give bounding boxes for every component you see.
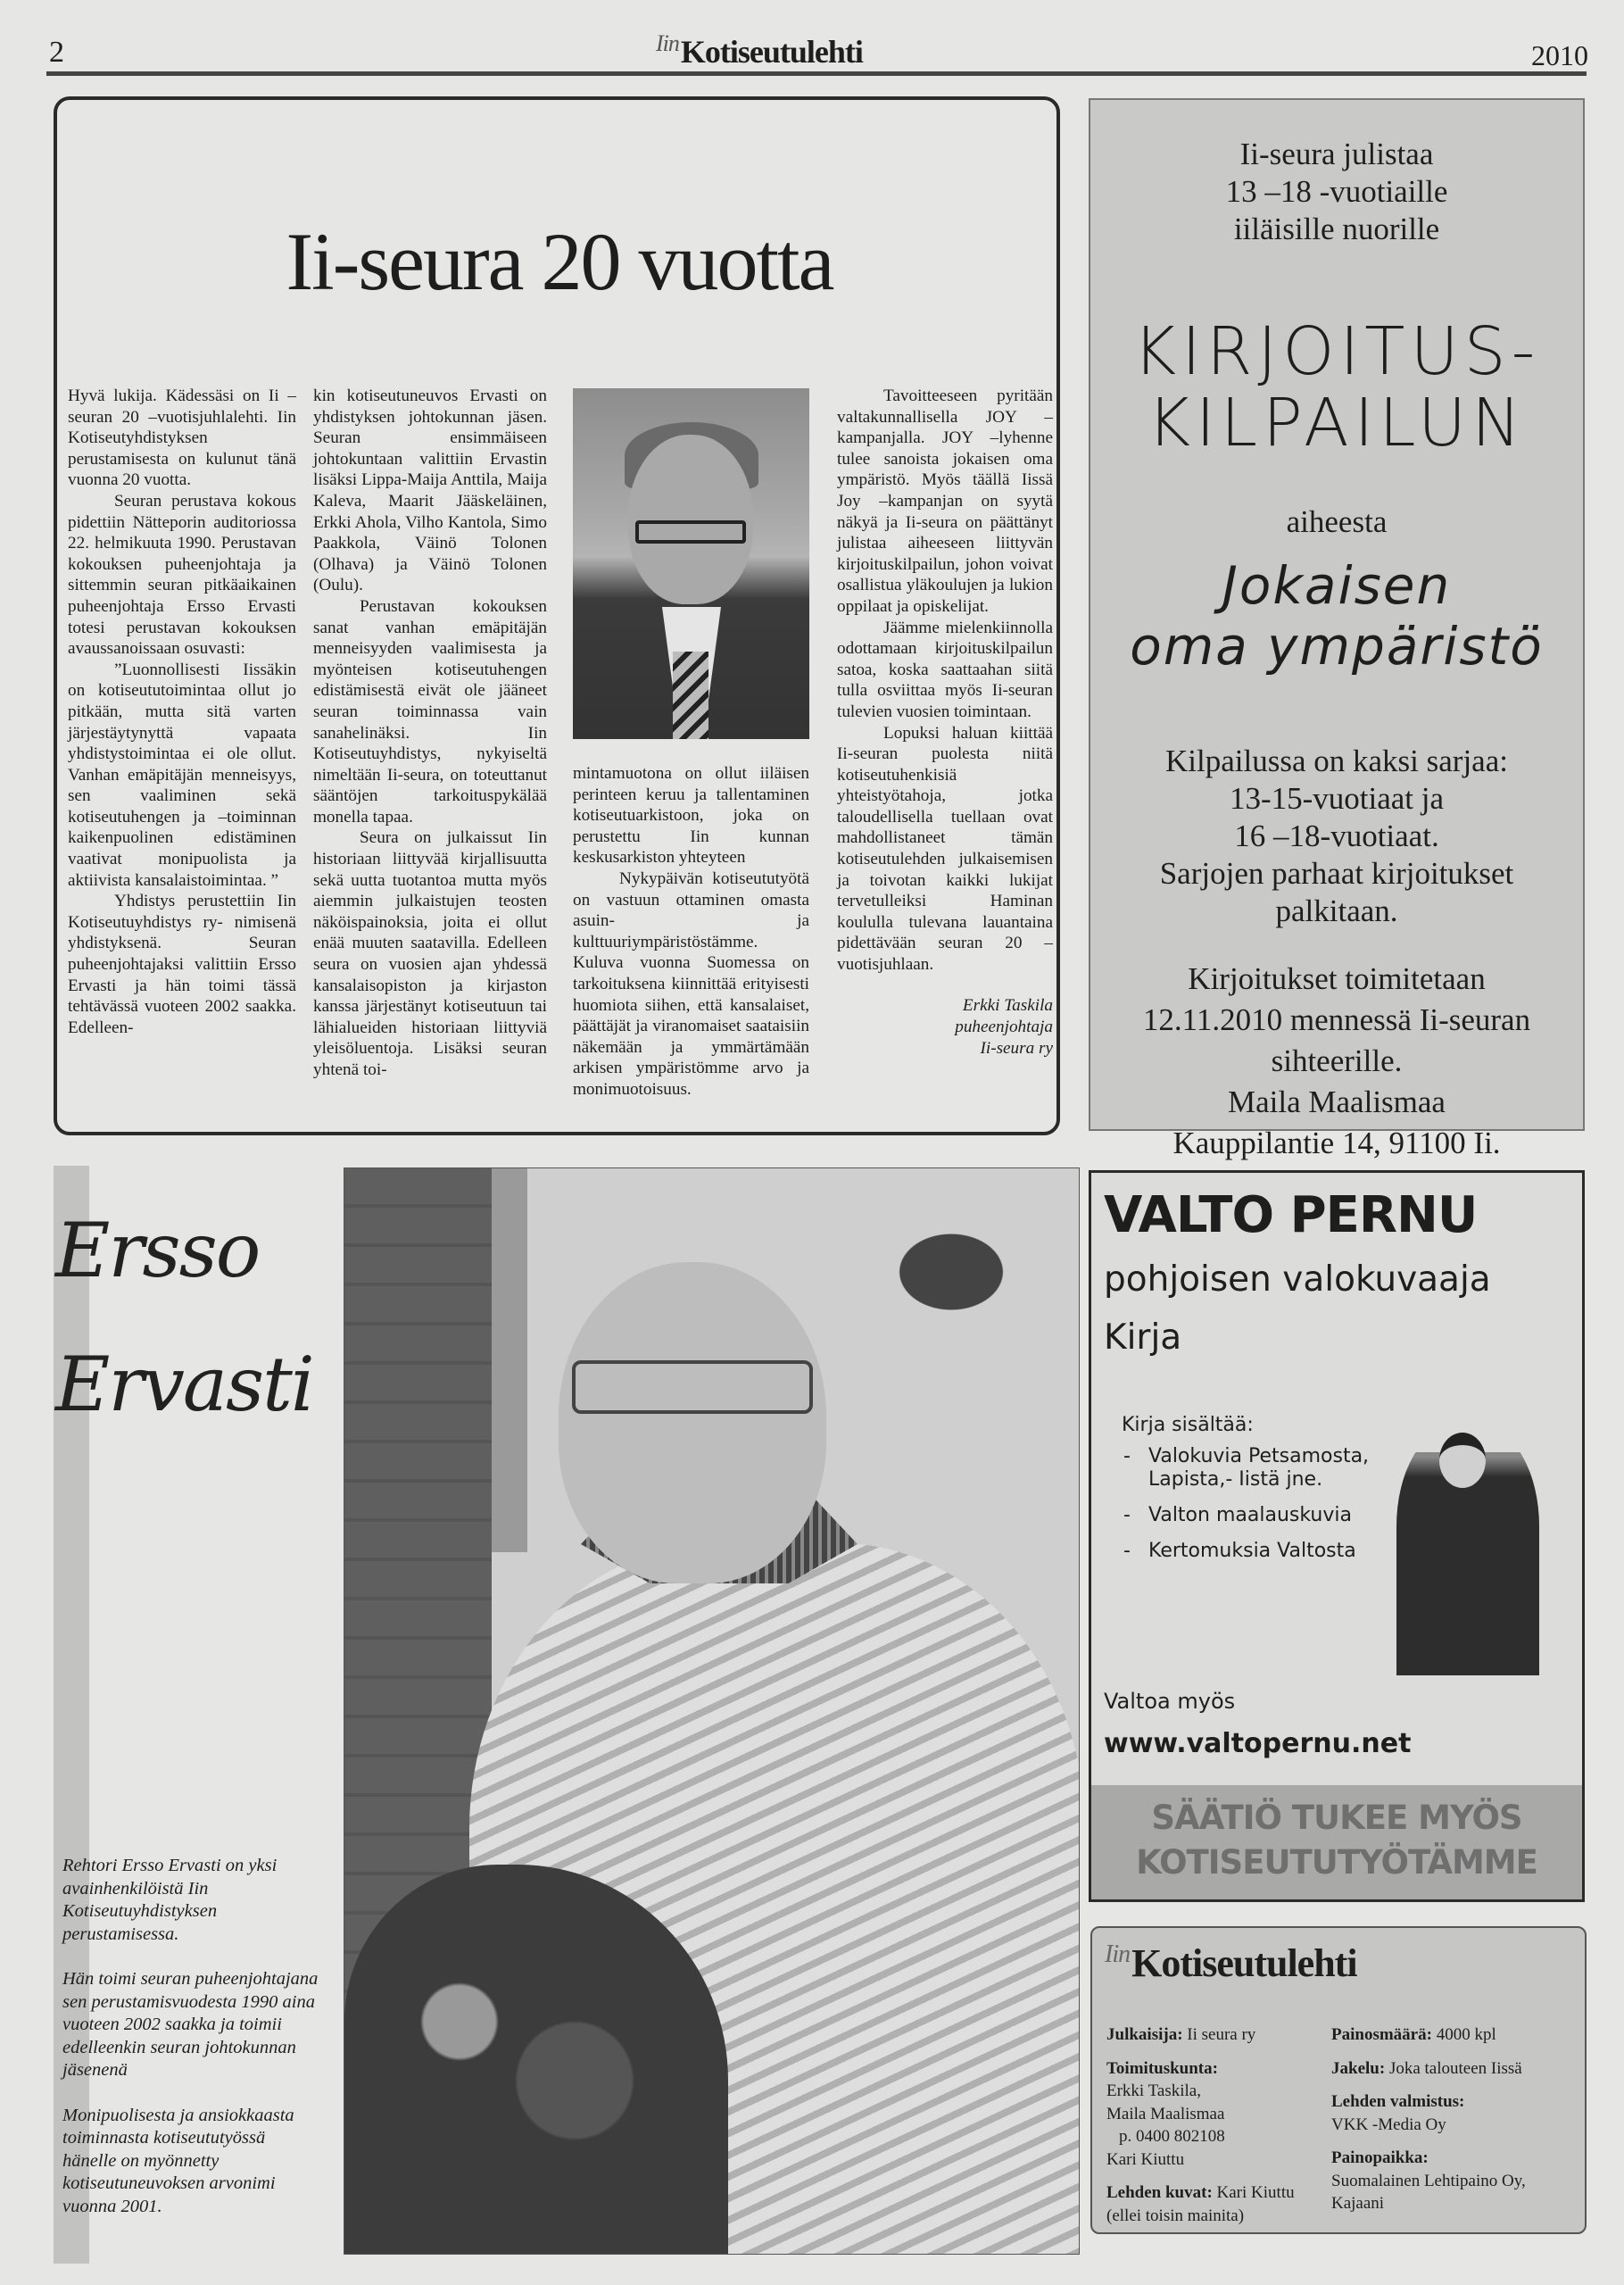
competition-intro <box>1090 136 1583 248</box>
profile-caption <box>62 1855 321 2240</box>
ad-title: VALTO PERNU <box>1104 1186 1478 1244</box>
paragraph: Perustavan kokouksen sanat vanhan emäpitäjän menneisyyden vaalimisesta ja myönteisen kotiseutuhengen edistämisestä eivät ole jääneet seuran toiminnassa vain sanahelinäksi. Iin Kotiseutuyhdistys, nykyiseltä nimeltään Ii-seura, on toteuttanut sääntöjen tarkoituspykälää monella tapaa. <box>313 596 547 827</box>
photo-face <box>628 435 753 604</box>
deadline-line: 12.11.2010 mennessä Ii-seuran sihteerille. <box>1142 1002 1531 1078</box>
header-rule <box>46 71 1587 76</box>
deadline-line: Maila Maalismaa <box>1228 1084 1446 1119</box>
publisher-label: Julkaisija: <box>1106 2025 1183 2044</box>
article-title: Ii-seura 20 vuotta <box>286 216 833 307</box>
photo-head <box>1439 1433 1486 1488</box>
newspaper-logo <box>656 30 863 71</box>
caption-paragraph: Rehtori Ersso Ervasti on yksi avainhenkilöistä Iin Kotiseutuyhdistyksen perustamisessa. <box>62 1856 278 1944</box>
logo-text: Kotiseutulehti <box>680 34 863 70</box>
headline-line: KILPAILUN <box>1147 385 1527 461</box>
distribution-value: Joka talouteen Iissä <box>1388 2058 1522 2078</box>
signature-name: Erkki Taskila <box>962 995 1053 1015</box>
deadline-line: Kirjoitukset toimitetaan <box>1188 961 1486 996</box>
series-line: 13-15-vuotiaat ja <box>1229 781 1445 816</box>
profile-last-name: Ervasti <box>55 1341 313 1428</box>
ad-contents-label: Kirja sisältää: <box>1122 1414 1254 1436</box>
production-label: Lehden valmistus: <box>1331 2092 1465 2111</box>
competition-headline <box>1090 313 1583 461</box>
colophon-left <box>1106 2023 1330 2238</box>
profile-first-name: Ersso <box>55 1207 260 1294</box>
photo-door-frame <box>492 1168 527 1552</box>
profile-portrait-photo <box>344 1167 1080 2255</box>
print-run-label: Painosmäärä: <box>1331 2025 1432 2044</box>
signature-role: puheenjohtaja <box>955 1017 1053 1036</box>
ad-subtitle: pohjoisen valokuvaaja <box>1104 1259 1491 1300</box>
paragraph: Hyvä lukija. Kädessäsi on Ii –seuran 20 –vuotisjuhlalehti. Iin Kotiseutyhdistyksen perustamisesta on kulunut tänä vuonna 20 vuotta. <box>68 386 296 490</box>
paragraph: Nykypäivän kotiseututyötä on vastuun ottaminen omasta asuin- ja kulttuuriympäristöstämme. Kuluva vuonna Suomessa on tarkoituksena kiinnittää erityisesti huomiota siihen, että kansalaiset, päättäjät ja viranomaiset saataisiin näkemään ja ymmärtämään arkisen ympäristömme arvo ja monimuotoisuus. <box>573 868 809 1099</box>
banner-line: KOTISEUTUTYÖTÄMME <box>1136 1843 1537 1882</box>
theme-line: Jokaisen <box>1222 555 1452 616</box>
paragraph: Seura on julkaissut Iin historiaan liittyvää kirjallisuutta sekä uutta tuotantoa mutta myös aiemmin julkaistujen teosten näköispainoksia, joita ei ollut enää muuten saatavilla. Edelleen seura on vuosien ajan yhdessä kansalaisopiston ja kirjaston kanssa järjestänyt kotiseutuun tai lähialueiden historiaan liittyviä yleisöluentoja. Lisäksi seuran yhtenä toi- <box>313 828 547 1079</box>
photo-tie <box>673 652 708 739</box>
paragraph: mintamuotona on ollut iiläisen perinteen keruu ja tallentaminen kotiseutuarkistoon, joka on perustettu Iin kunnan keskusarkiston yhteyteen <box>573 764 809 868</box>
ad-contents-list <box>1122 1445 1416 1575</box>
issue-year: 2010 <box>1531 39 1588 71</box>
competition-about: aiheesta <box>1286 504 1388 539</box>
production-value: VKK -Media Oy <box>1331 2115 1446 2134</box>
article-column-3 <box>573 763 809 1101</box>
editor-name: Maila Maalismaa <box>1106 2104 1225 2123</box>
caption-paragraph: Hän toimi seuran puheenjohtajana sen perustamisvuodesta 1990 aina vuoteen 2002 saakka ja toimii edelleenkin seuran johtokunnan jäsenenä <box>62 1969 319 2080</box>
signature-org: Ii-seura ry <box>980 1038 1053 1058</box>
paragraph: ”Luonnollisesti Iissäkin on kotiseututoimintaa ollut jo pitkään, mutta sitä varten järjestäytynyttä vapaata yhdistystoimintaa ei ole ollut. Vanhan emäpitäjän menneisyys, sen vaaliminen sekä kotiseutuhengen ja –toiminnan kaikenpuolinen edistäminen vaativat monipuolista ja aktiivista kansalaistoimintaa. ” <box>68 660 296 890</box>
chairman-portrait-photo <box>573 388 809 739</box>
photo-head <box>559 1262 826 1583</box>
paragraph: Lopuksi haluan kiittää Ii-seuran puolesta niitä kotiseutuhenkisiä yhteistyötahoja, jotka taloudellisella tuellaan ovat mahdollistaneet tämän kotiseutulehden julkaisemisen ja toivotan kaikki lukijat tervetulleiksi Haminan koululla tulevana lauantaina pidettävään seuran 20 –vuotisjuhlaan. <box>837 723 1053 975</box>
photos-note: (ellei toisin mainita) <box>1106 2206 1245 2225</box>
editor-name: Erkki Taskila, <box>1106 2081 1201 2100</box>
logo-script: Iin <box>1105 1940 1131 1969</box>
valto-pernu-book-ad <box>1089 1170 1585 1902</box>
writing-competition-ad <box>1089 98 1585 1160</box>
article-signature <box>837 995 1053 1059</box>
list-item: - Valokuvia Petsamosta, Lapista,- Iistä jne. <box>1122 1445 1416 1491</box>
intro-line: 13 –18 -vuotiaille <box>1225 174 1448 209</box>
editor-phone: p. 0400 802108 <box>1119 2127 1225 2146</box>
intro-line: iiläisille nuorille <box>1233 212 1440 246</box>
profile-name <box>55 1184 313 1451</box>
photo-glasses <box>572 1360 813 1414</box>
paragraph: kin kotiseutuneuvos Ervasti on yhdistyksen johtokunnan jäsen. Seuran ensimmäiseen johtokuntaan valittiin Ervastin lisäksi Lippa-Maija Anttila, Maija Kaleva, Maarit Jääskeläinen, Erkki Ahola, Vilho Kantola, Simo Paakkola, Väinö Tolonen (Olhava) ja Väinö Tolonen (Oulu). <box>313 386 547 595</box>
competition-series <box>1090 743 1583 930</box>
photo-plant <box>871 1213 1032 1311</box>
list-item: - Kertomuksia Valtosta <box>1122 1540 1416 1563</box>
intro-line: Ii-seura julistaa <box>1239 137 1434 171</box>
printing-label: Painopaikka: <box>1331 2148 1429 2167</box>
caption-paragraph: Monipuolisesta ja ansiokkaasta toiminnasta kotiseututyössä hänelle on myönnetty kotiseutuneuvoksen arvonimi vuonna 2001. <box>62 2105 294 2216</box>
photographer-photo <box>1396 1427 1539 1675</box>
series-line: Kilpailussa on kaksi sarjaa: <box>1165 744 1508 778</box>
ad-book-label: Kirja <box>1104 1317 1182 1358</box>
distribution-label: Jakelu: <box>1331 2058 1386 2078</box>
photos-value: Kari Kiuttu <box>1216 2183 1295 2202</box>
article-column-2 <box>313 386 547 1081</box>
print-run-value: 4000 kpl <box>1436 2025 1496 2044</box>
deadline-line: Kauppilantie 14, 91100 Ii. <box>1172 1126 1501 1160</box>
competition-theme <box>1090 555 1583 677</box>
theme-line: oma ympäristö <box>1130 616 1544 677</box>
paragraph: Jäämme mielenkiinnolla odottamaan kirjoituskilpailun satoa, koska saattaahan siitä tulla osviittaa myös Ii-seuran tulevien vuosien toimintaan. <box>837 618 1053 721</box>
article-column-1 <box>68 386 296 1038</box>
logo-text: Kotiseutulehti <box>1131 1941 1357 1985</box>
printing-value: Suomalainen Lehtipaino Oy, Kajaani <box>1331 2171 1526 2213</box>
list-item: - Valton maalauskuvia <box>1122 1504 1416 1527</box>
publisher-value: Ii seura ry <box>1187 2025 1256 2044</box>
photo-glasses <box>635 520 746 544</box>
paragraph: Seuran perustava kokous pidettiin Nätteporin auditoriossa 22. helmikuuta 1990. Perustavan kokouksen puheenjohtaja ja sittemmin seuran pitkäaikainen puheenjohtaja Ersso Ervasti totesi perustavan kokouksen avaussanoissaan osuvasti: <box>68 491 296 659</box>
logo-script: Iin <box>656 30 679 56</box>
editors-label: Toimituskunta: <box>1106 2058 1218 2078</box>
colophon-logo <box>1105 1940 1357 1986</box>
banner-line: SÄÄTIÖ TUKEE MYÖS <box>1151 1799 1522 1837</box>
paragraph: Tavoitteeseen pyritään valtakunnallisella JOY –kampanjalla. JOY –lyhenne tulee sanoista jokaisen oma ympäristö. Myös täällä Iissä Joy –kampanjan on syytä näkyä ja Ii-seura on päättänyt julistaa aiheeseen liittyvän kirjoituskilpailun, johon voivat osallistua yläkoulujen ja lukion oppilaat ja opiskelijat. <box>837 386 1053 616</box>
photos-label: Lehden kuvat: <box>1106 2183 1213 2202</box>
competition-deadline <box>1090 959 1583 1164</box>
headline-line: KIRJOITUS- <box>1132 313 1541 390</box>
colophon-box <box>1090 1926 1587 2234</box>
paragraph: Yhdistys perustettiin Iin Kotiseutuyhdistys ry- nimisenä yhdistyksenä. Seuran puheenjohtajaksi valittiin Ersso Ervasti ja hän toimi tässä tehtävässä vuoteen 2002 saakka. Edelleen- <box>68 892 296 1037</box>
page-number: 2 <box>49 36 64 69</box>
editor-name: Kari Kiuttu <box>1106 2149 1185 2169</box>
foundation-banner <box>1091 1785 1582 1899</box>
ad-website-link[interactable]: www.valtopernu.net <box>1104 1728 1412 1759</box>
series-line: 16 –18-vuotiaat. <box>1234 818 1439 853</box>
ad-also-label: Valtoa myös <box>1104 1689 1236 1714</box>
series-line: palkitaan. <box>1275 893 1398 928</box>
colophon-right <box>1331 2023 1581 2226</box>
article-column-4 <box>837 386 1053 1059</box>
series-line: Sarjojen parhaat kirjoitukset <box>1159 856 1514 891</box>
